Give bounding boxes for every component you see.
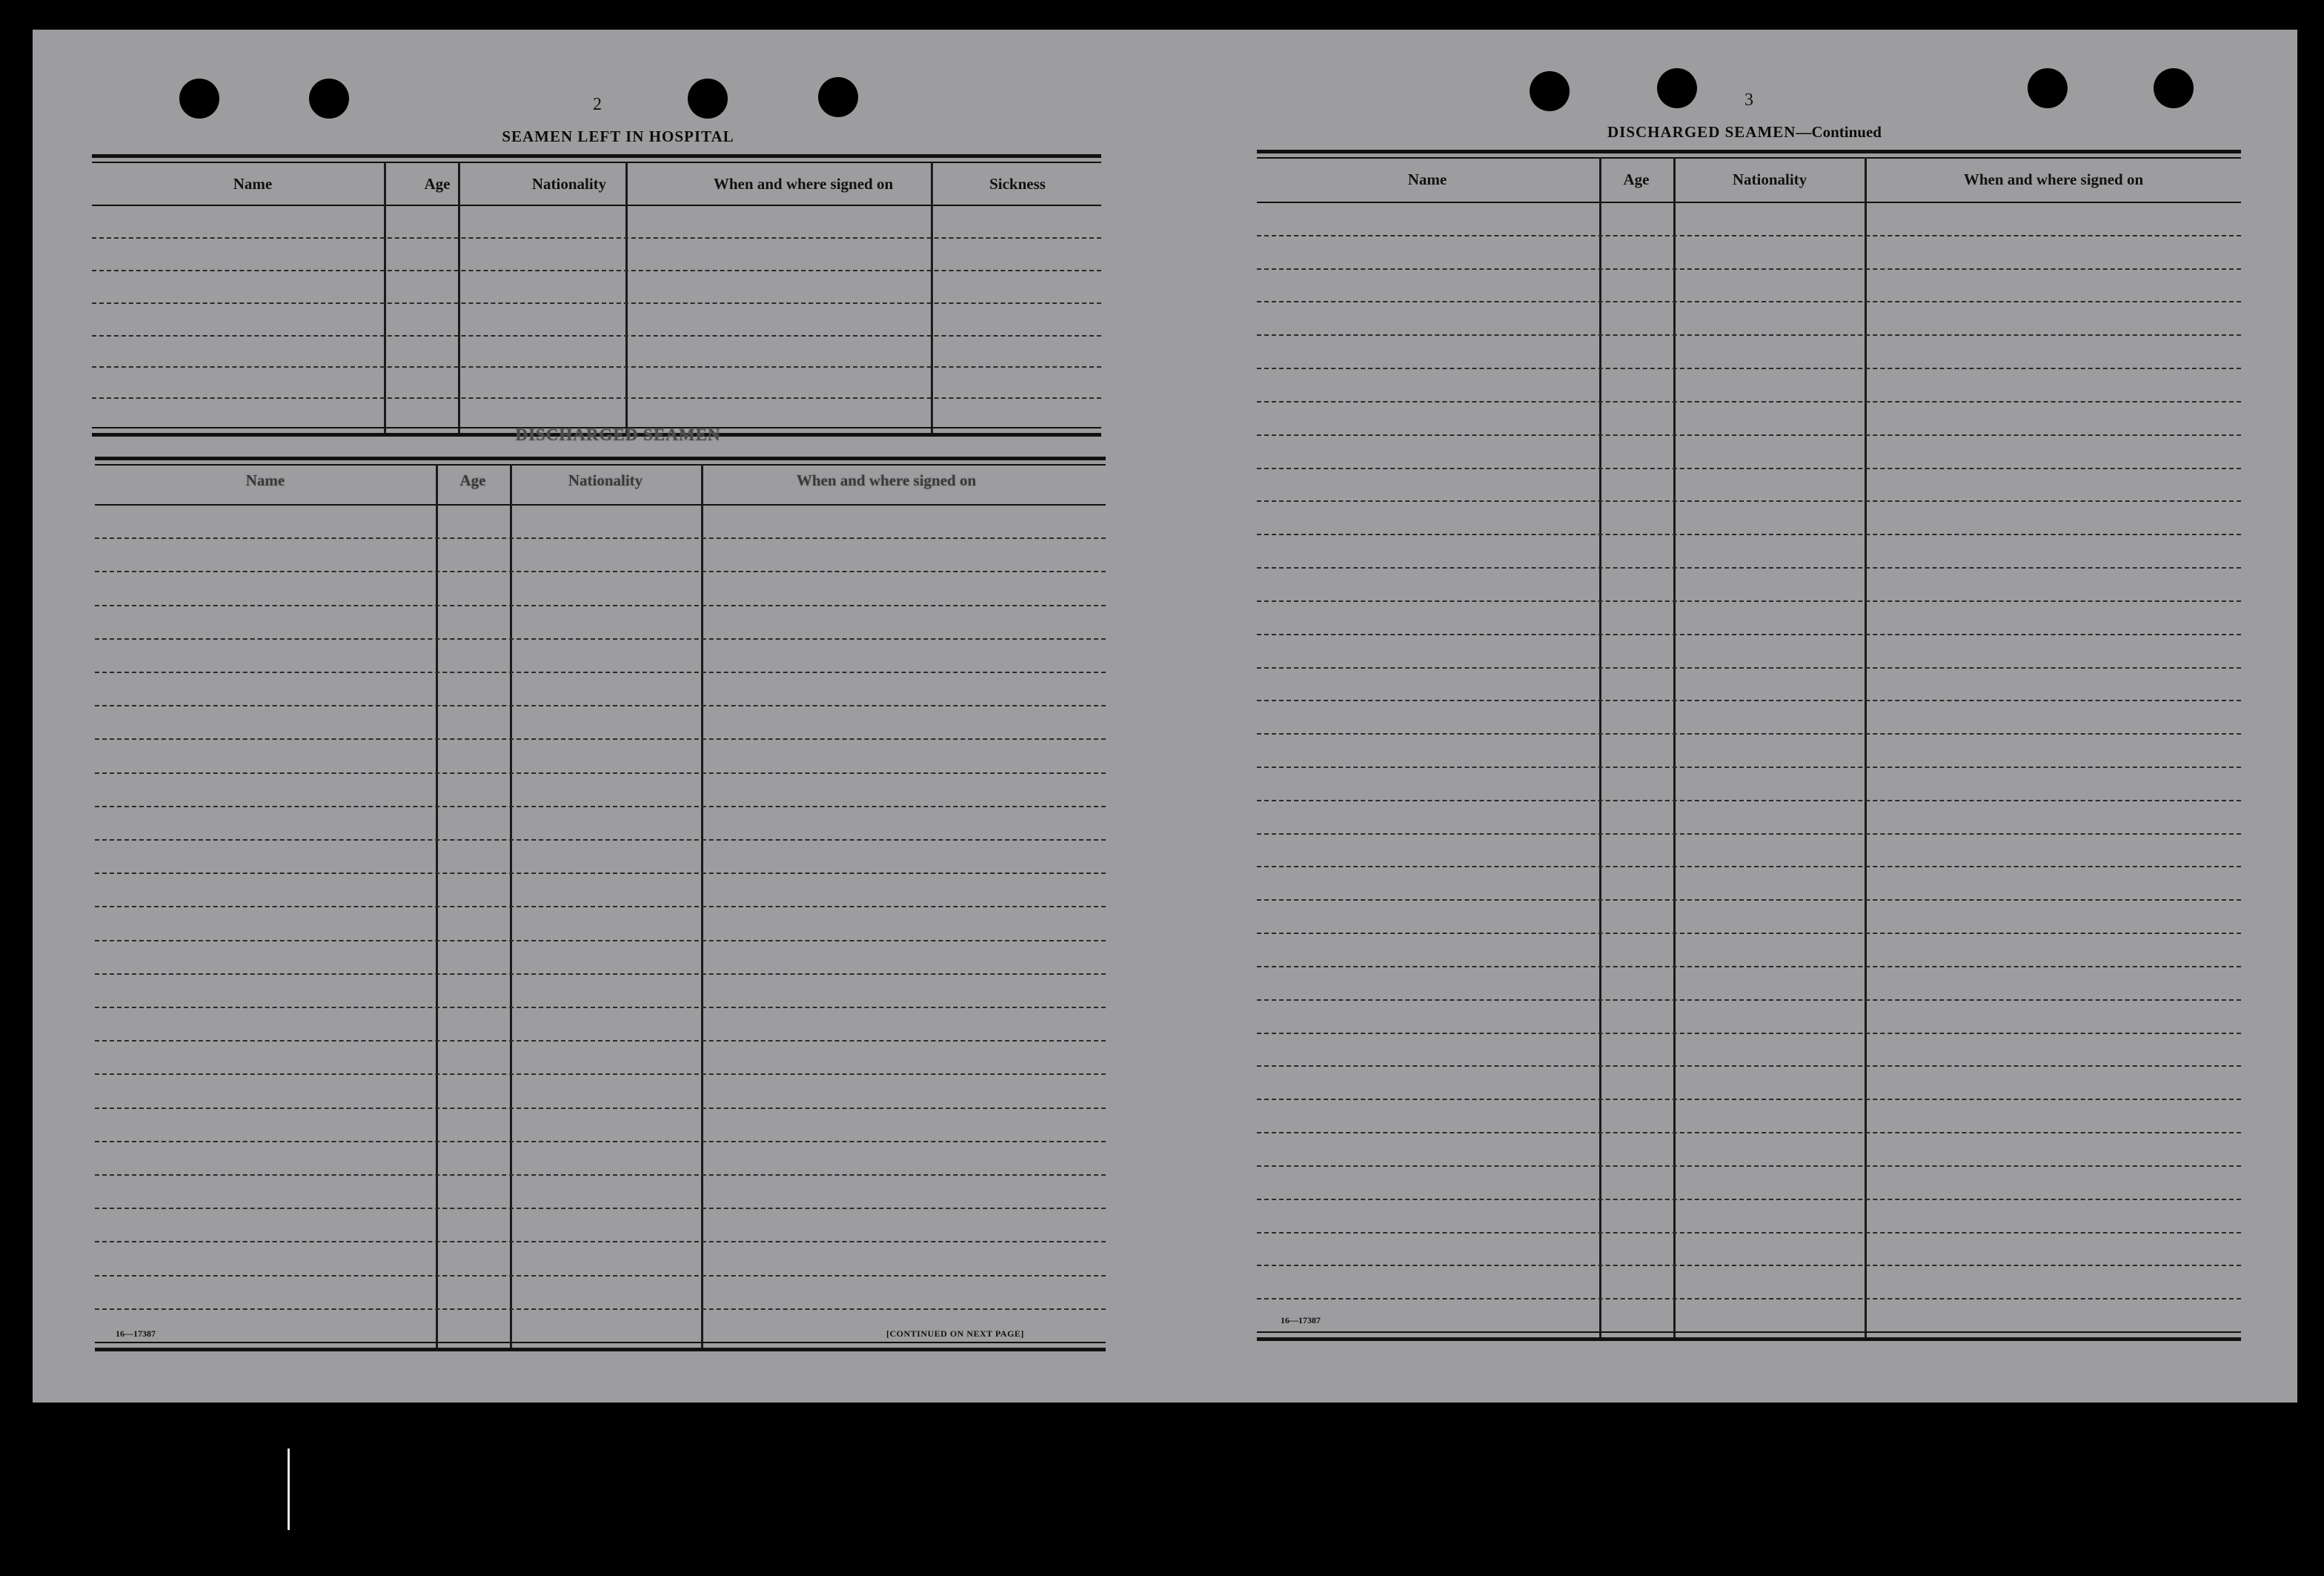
table-row-rule	[95, 772, 1106, 774]
table-row-rule	[1257, 600, 2241, 602]
table-row-rule	[1257, 1298, 2241, 1299]
discharged-title-text: DISCHARGED SEAMEN	[1607, 123, 1796, 141]
table-row-rule	[1257, 999, 2241, 1001]
column-header-age: Age	[424, 175, 451, 193]
table-row-rule	[1257, 866, 2241, 867]
table-row-rule	[1257, 1065, 2241, 1067]
table-row-rule	[95, 638, 1106, 640]
table-row-rule	[95, 1208, 1106, 1209]
table-row-rule	[1257, 235, 2241, 236]
table-row-rule	[95, 1174, 1106, 1176]
form-code: 16—17387	[116, 1328, 156, 1339]
document-sheet	[33, 30, 2297, 1403]
table-row-rule	[1257, 268, 2241, 270]
table-row-rule	[95, 1007, 1106, 1008]
column-header-age: Age	[459, 471, 486, 489]
column-header-name: Name	[245, 471, 285, 489]
table-row-rule	[1257, 368, 2241, 369]
table-row-rule	[1257, 401, 2241, 403]
table-row-rule	[95, 571, 1106, 572]
table-row-rule	[95, 906, 1106, 907]
table-row-rule	[1257, 1099, 2241, 1100]
column-header-signed-on: When and where signed on	[796, 471, 977, 489]
table-row-rule	[1257, 634, 2241, 635]
table-row-rule	[1257, 301, 2241, 302]
column-header-sickness: Sickness	[989, 175, 1046, 193]
table-row-rule	[1257, 334, 2241, 336]
scan-scratch-mark	[288, 1448, 290, 1530]
table-row-rule	[1257, 500, 2241, 502]
table-row-rule	[95, 1040, 1106, 1042]
hospital-section-title: SEAMEN LEFT IN HOSPITAL	[502, 128, 734, 145]
table-row-rule	[95, 973, 1106, 975]
table-row-rule	[1257, 667, 2241, 669]
table-row-rule	[1257, 966, 2241, 967]
table-row-rule	[1257, 800, 2241, 801]
table-row-rule	[95, 1141, 1106, 1142]
table-row-rule	[1257, 700, 2241, 701]
table-row-rule	[95, 1241, 1106, 1242]
table-row-rule	[1257, 468, 2241, 469]
right-page	[1189, 30, 2297, 1403]
discharged-section-title: DISCHARGED SEAMEN	[515, 426, 721, 444]
table-row-rule	[95, 873, 1106, 874]
column-header-signed-on: When and where signed on	[1963, 170, 2144, 188]
column-header-signed-on: When and where signed on	[713, 175, 894, 193]
column-header-nationality: Nationality	[1732, 170, 1807, 188]
column-header-nationality: Nationality	[568, 471, 643, 489]
page-number: 3	[1744, 90, 1753, 110]
table-row-rule	[1257, 899, 2241, 901]
discharged-title-suffix: —Continued	[1796, 123, 1882, 141]
table-row-rule	[1257, 1132, 2241, 1133]
table-row-rule	[95, 705, 1106, 706]
column-header-name: Name	[233, 175, 273, 193]
table-row-rule	[95, 1308, 1106, 1310]
left-page	[33, 30, 1144, 1403]
table-row-rule	[1257, 567, 2241, 569]
table-row-rule	[95, 806, 1106, 807]
table-row-rule	[1257, 1033, 2241, 1034]
table-row-rule	[95, 1073, 1106, 1075]
table-row-rule	[95, 1107, 1106, 1109]
form-code: 16—17387	[1281, 1315, 1321, 1325]
table-row-rule	[1257, 833, 2241, 835]
table-row-rule	[95, 537, 1106, 539]
page-number: 2	[593, 95, 602, 114]
table-row-rule	[95, 1275, 1106, 1277]
table-row-rule	[1257, 1199, 2241, 1200]
table-row-rule	[1257, 1265, 2241, 1266]
column-header-name: Name	[1407, 170, 1447, 188]
table-row-rule	[95, 738, 1106, 740]
column-header-nationality: Nationality	[531, 175, 607, 193]
table-row-rule	[1257, 933, 2241, 934]
discharged-continued-title	[1485, 123, 2004, 142]
table-row-rule	[1257, 733, 2241, 735]
table-row-rule	[95, 672, 1106, 673]
table-row-rule	[1257, 534, 2241, 535]
table-row-rule	[1257, 767, 2241, 768]
column-header-age: Age	[1623, 170, 1650, 188]
table-row-rule	[95, 605, 1106, 606]
table-row-rule	[1257, 434, 2241, 436]
table-row-rule	[95, 839, 1106, 841]
continued-note: [CONTINUED ON NEXT PAGE]	[886, 1328, 1024, 1339]
table-row-rule	[1257, 1232, 2241, 1234]
table-row-rule	[95, 940, 1106, 941]
table-row-rule	[1257, 1165, 2241, 1167]
